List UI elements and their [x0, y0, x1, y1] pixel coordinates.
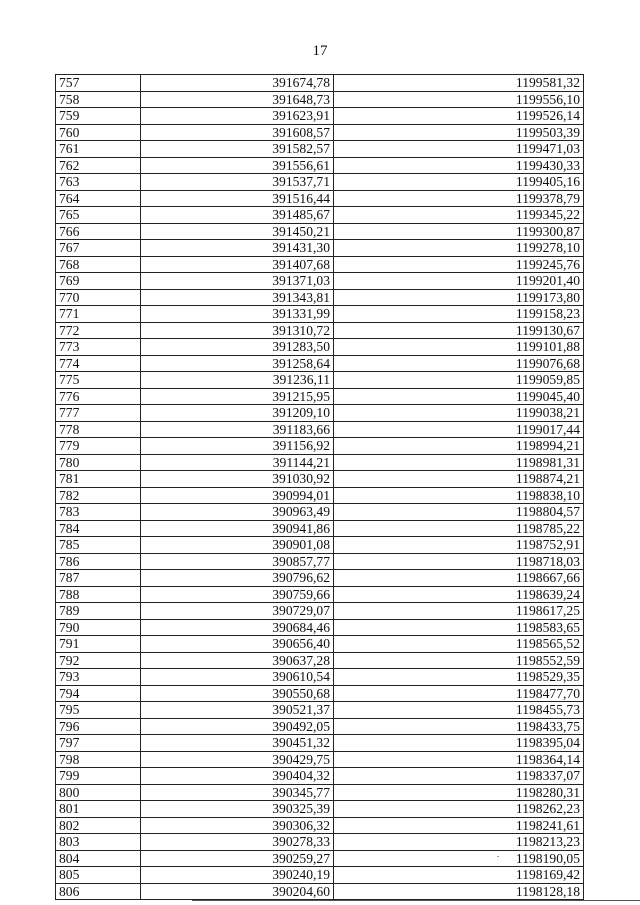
- table-row: [56, 751, 584, 768]
- x-coordinate-cell: 391215,95: [141, 388, 334, 405]
- table-row: [56, 718, 584, 735]
- x-coordinate-cell: 391623,91: [141, 108, 334, 125]
- y-coordinate-cell: 1198364,14: [334, 751, 584, 768]
- y-coordinate-cell: 1198477,70: [334, 685, 584, 702]
- x-coordinate-cell: 391537,71: [141, 174, 334, 191]
- point-number-cell: 763: [56, 174, 141, 191]
- y-coordinate-cell: 1198280,31: [334, 784, 584, 801]
- y-coordinate-cell: 1198785,22: [334, 520, 584, 537]
- y-coordinate-cell: 1198752,91: [334, 537, 584, 554]
- y-coordinate-cell: 1199526,14: [334, 108, 584, 125]
- y-coordinate-cell: 1198213,23: [334, 834, 584, 851]
- y-coordinate-cell: 1198617,25: [334, 603, 584, 620]
- x-coordinate-cell: 390759,66: [141, 586, 334, 603]
- x-coordinate-cell: 390306,32: [141, 817, 334, 834]
- page-number: 17: [312, 43, 328, 59]
- table-row: [56, 438, 584, 455]
- point-number-cell: 771: [56, 306, 141, 323]
- y-coordinate-cell: 1198169,42: [334, 867, 584, 884]
- table-row: [56, 240, 584, 257]
- y-coordinate-cell: 1198639,24: [334, 586, 584, 603]
- table-row: [56, 685, 584, 702]
- y-coordinate-cell: 1199471,03: [334, 141, 584, 158]
- x-coordinate-cell: 390963,49: [141, 504, 334, 521]
- table-row: [56, 124, 584, 141]
- x-coordinate-cell: 390637,28: [141, 652, 334, 669]
- y-coordinate-cell: 1198395,04: [334, 735, 584, 752]
- y-coordinate-cell: 1198262,23: [334, 801, 584, 818]
- table-row: [56, 850, 584, 867]
- y-coordinate-cell: 1199345,22: [334, 207, 584, 224]
- point-number-cell: 772: [56, 322, 141, 339]
- point-number-cell: 799: [56, 768, 141, 785]
- x-coordinate-cell: 390941,86: [141, 520, 334, 537]
- table-row: [56, 256, 584, 273]
- table-row: [56, 883, 584, 900]
- footer-rule: [192, 900, 640, 901]
- x-coordinate-cell: 391431,30: [141, 240, 334, 257]
- y-coordinate-cell: 1199300,87: [334, 223, 584, 240]
- x-coordinate-cell: 390429,75: [141, 751, 334, 768]
- point-number-cell: 795: [56, 702, 141, 719]
- table-row: [56, 388, 584, 405]
- table-row: [56, 603, 584, 620]
- point-number-cell: 776: [56, 388, 141, 405]
- table-row: [56, 768, 584, 785]
- x-coordinate-cell: 390451,32: [141, 735, 334, 752]
- x-coordinate-cell: 390610,54: [141, 669, 334, 686]
- point-number-cell: 800: [56, 784, 141, 801]
- table-row: [56, 454, 584, 471]
- y-coordinate-cell: 1199378,79: [334, 190, 584, 207]
- x-coordinate-cell: 390278,33: [141, 834, 334, 851]
- y-coordinate-cell: 1199101,88: [334, 339, 584, 356]
- x-coordinate-cell: 390796,62: [141, 570, 334, 587]
- point-number-cell: 765: [56, 207, 141, 224]
- table-row: [56, 141, 584, 158]
- y-coordinate-cell: 1199158,23: [334, 306, 584, 323]
- y-coordinate-cell: 1199173,80: [334, 289, 584, 306]
- y-coordinate-cell: 1199278,10: [334, 240, 584, 257]
- table-row: [56, 471, 584, 488]
- x-coordinate-cell: 391516,44: [141, 190, 334, 207]
- y-coordinate-cell: 1199130,67: [334, 322, 584, 339]
- table-row: [56, 372, 584, 389]
- table-row: [56, 339, 584, 356]
- point-number-cell: 803: [56, 834, 141, 851]
- x-coordinate-cell: 391343,81: [141, 289, 334, 306]
- y-coordinate-cell: 1199556,10: [334, 91, 584, 108]
- table-row: [56, 174, 584, 191]
- x-coordinate-cell: 391183,66: [141, 421, 334, 438]
- point-number-cell: 789: [56, 603, 141, 620]
- y-coordinate-cell: 1198552,59: [334, 652, 584, 669]
- table-row: [56, 405, 584, 422]
- x-coordinate-cell: 391450,21: [141, 223, 334, 240]
- y-coordinate-cell: 1198565,52: [334, 636, 584, 653]
- x-coordinate-cell: 391209,10: [141, 405, 334, 422]
- y-coordinate-cell: 1198433,75: [334, 718, 584, 735]
- y-coordinate-cell: 1199405,16: [334, 174, 584, 191]
- table-row: [56, 520, 584, 537]
- y-coordinate-cell: 1198667,66: [334, 570, 584, 587]
- table-row: [56, 867, 584, 884]
- y-coordinate-cell: 1199245,76: [334, 256, 584, 273]
- point-number-cell: 778: [56, 421, 141, 438]
- point-number-cell: 802: [56, 817, 141, 834]
- x-coordinate-cell: 390550,68: [141, 685, 334, 702]
- y-coordinate-cell: 1199430,33: [334, 157, 584, 174]
- point-number-cell: 784: [56, 520, 141, 537]
- table-row: [56, 801, 584, 818]
- x-coordinate-cell: 390204,60: [141, 883, 334, 900]
- point-number-cell: 798: [56, 751, 141, 768]
- scan-speck: [497, 856, 499, 857]
- y-coordinate-cell: 1198455,73: [334, 702, 584, 719]
- table-row: [56, 652, 584, 669]
- x-coordinate-cell: 391310,72: [141, 322, 334, 339]
- x-coordinate-cell: 390994,01: [141, 487, 334, 504]
- y-coordinate-cell: 1198337,07: [334, 768, 584, 785]
- table-row: [56, 273, 584, 290]
- point-number-cell: 769: [56, 273, 141, 290]
- table-row: [56, 207, 584, 224]
- point-number-cell: 791: [56, 636, 141, 653]
- y-coordinate-cell: 1198994,21: [334, 438, 584, 455]
- point-number-cell: 801: [56, 801, 141, 818]
- x-coordinate-cell: 390325,39: [141, 801, 334, 818]
- x-coordinate-cell: 390656,40: [141, 636, 334, 653]
- point-number-cell: 787: [56, 570, 141, 587]
- x-coordinate-cell: 391258,64: [141, 355, 334, 372]
- point-number-cell: 773: [56, 339, 141, 356]
- point-number-cell: 760: [56, 124, 141, 141]
- point-number-cell: 785: [56, 537, 141, 554]
- point-number-cell: 768: [56, 256, 141, 273]
- table-row: [56, 669, 584, 686]
- table-row: [56, 537, 584, 554]
- y-coordinate-cell: 1198874,21: [334, 471, 584, 488]
- point-number-cell: 783: [56, 504, 141, 521]
- coordinates-table-body: [56, 75, 584, 900]
- point-number-cell: 805: [56, 867, 141, 884]
- y-coordinate-cell: 1199038,21: [334, 405, 584, 422]
- y-coordinate-cell: 1199076,68: [334, 355, 584, 372]
- y-coordinate-cell: 1198241,61: [334, 817, 584, 834]
- y-coordinate-cell: 1199045,40: [334, 388, 584, 405]
- x-coordinate-cell: 391648,73: [141, 91, 334, 108]
- x-coordinate-cell: 391556,61: [141, 157, 334, 174]
- table-row: [56, 636, 584, 653]
- x-coordinate-cell: 390521,37: [141, 702, 334, 719]
- table-row: [56, 784, 584, 801]
- x-coordinate-cell: 391236,11: [141, 372, 334, 389]
- x-coordinate-cell: 390345,77: [141, 784, 334, 801]
- y-coordinate-cell: 1199581,32: [334, 75, 584, 92]
- x-coordinate-cell: 390404,32: [141, 768, 334, 785]
- y-coordinate-cell: 1199503,39: [334, 124, 584, 141]
- point-number-cell: 797: [56, 735, 141, 752]
- point-number-cell: 782: [56, 487, 141, 504]
- point-number-cell: 777: [56, 405, 141, 422]
- table-row: [56, 322, 584, 339]
- x-coordinate-cell: 390259,27: [141, 850, 334, 867]
- x-coordinate-cell: 391156,92: [141, 438, 334, 455]
- y-coordinate-cell: 1198529,35: [334, 669, 584, 686]
- table-row: [56, 553, 584, 570]
- table-row: [56, 306, 584, 323]
- point-number-cell: 775: [56, 372, 141, 389]
- x-coordinate-cell: 391407,68: [141, 256, 334, 273]
- point-number-cell: 762: [56, 157, 141, 174]
- point-number-cell: 780: [56, 454, 141, 471]
- table-row: [56, 619, 584, 636]
- point-number-cell: 793: [56, 669, 141, 686]
- point-number-cell: 794: [56, 685, 141, 702]
- coordinates-table: [55, 74, 584, 900]
- x-coordinate-cell: 390729,07: [141, 603, 334, 620]
- y-coordinate-cell: 1199059,85: [334, 372, 584, 389]
- point-number-cell: 757: [56, 75, 141, 92]
- y-coordinate-cell: 1199017,44: [334, 421, 584, 438]
- table-row: [56, 421, 584, 438]
- x-coordinate-cell: 391582,57: [141, 141, 334, 158]
- y-coordinate-cell: 1198583,65: [334, 619, 584, 636]
- point-number-cell: 766: [56, 223, 141, 240]
- point-number-cell: 761: [56, 141, 141, 158]
- table-row: [56, 504, 584, 521]
- x-coordinate-cell: 391371,03: [141, 273, 334, 290]
- x-coordinate-cell: 390857,77: [141, 553, 334, 570]
- table-row: [56, 702, 584, 719]
- x-coordinate-cell: 391608,57: [141, 124, 334, 141]
- table-row: [56, 91, 584, 108]
- point-number-cell: 758: [56, 91, 141, 108]
- point-number-cell: 781: [56, 471, 141, 488]
- y-coordinate-cell: 1198981,31: [334, 454, 584, 471]
- table-row: [56, 223, 584, 240]
- x-coordinate-cell: 390492,05: [141, 718, 334, 735]
- table-row: [56, 190, 584, 207]
- y-coordinate-cell: 1199201,40: [334, 273, 584, 290]
- point-number-cell: 796: [56, 718, 141, 735]
- table-row: [56, 735, 584, 752]
- x-coordinate-cell: 391283,50: [141, 339, 334, 356]
- point-number-cell: 770: [56, 289, 141, 306]
- point-number-cell: 767: [56, 240, 141, 257]
- point-number-cell: 759: [56, 108, 141, 125]
- x-coordinate-cell: 391144,21: [141, 454, 334, 471]
- table-row: [56, 108, 584, 125]
- y-coordinate-cell: 1198128,18: [334, 883, 584, 900]
- point-number-cell: 792: [56, 652, 141, 669]
- table-row: [56, 75, 584, 92]
- table-row: [56, 834, 584, 851]
- table-row: [56, 355, 584, 372]
- y-coordinate-cell: 1198190,05: [334, 850, 584, 867]
- table-row: [56, 817, 584, 834]
- point-number-cell: 774: [56, 355, 141, 372]
- table-row: [56, 157, 584, 174]
- x-coordinate-cell: 391331,99: [141, 306, 334, 323]
- y-coordinate-cell: 1198718,03: [334, 553, 584, 570]
- table-row: [56, 289, 584, 306]
- x-coordinate-cell: 390684,46: [141, 619, 334, 636]
- table-row: [56, 570, 584, 587]
- point-number-cell: 779: [56, 438, 141, 455]
- x-coordinate-cell: 390901,08: [141, 537, 334, 554]
- y-coordinate-cell: 1198838,10: [334, 487, 584, 504]
- point-number-cell: 790: [56, 619, 141, 636]
- point-number-cell: 788: [56, 586, 141, 603]
- x-coordinate-cell: 391674,78: [141, 75, 334, 92]
- point-number-cell: 804: [56, 850, 141, 867]
- point-number-cell: 786: [56, 553, 141, 570]
- y-coordinate-cell: 1198804,57: [334, 504, 584, 521]
- table-row: [56, 487, 584, 504]
- x-coordinate-cell: 391030,92: [141, 471, 334, 488]
- x-coordinate-cell: 391485,67: [141, 207, 334, 224]
- point-number-cell: 764: [56, 190, 141, 207]
- x-coordinate-cell: 390240,19: [141, 867, 334, 884]
- point-number-cell: 806: [56, 883, 141, 900]
- table-row: [56, 586, 584, 603]
